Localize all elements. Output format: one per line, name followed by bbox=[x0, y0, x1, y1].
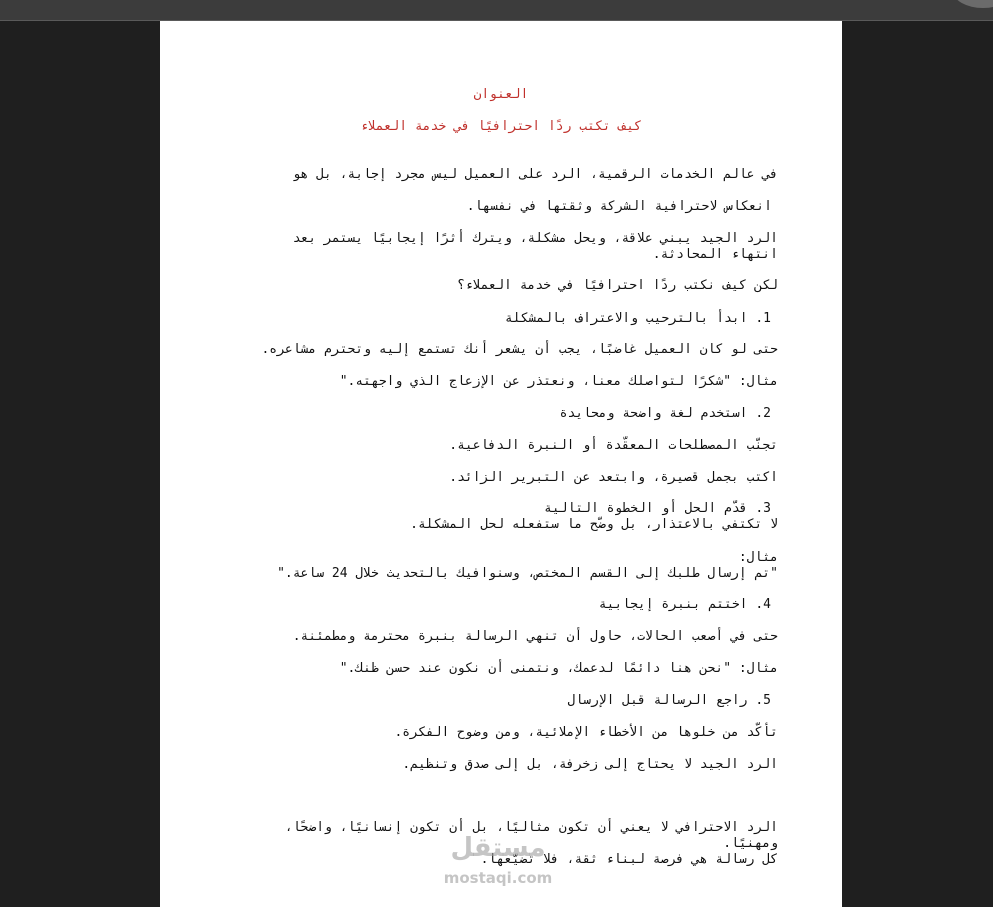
example-label: مثال: bbox=[738, 550, 778, 565]
section-heading: 3. قدّم الحل أو الخطوة التالية bbox=[544, 501, 771, 516]
watermark-arabic: مستقل bbox=[450, 833, 546, 863]
watermark-latin: mostaqi.com bbox=[443, 869, 553, 887]
section-heading: 2. استخدم لغة واضحة ومحايدة bbox=[559, 406, 771, 421]
paragraph-line: الرد الجيد لا يحتاج إلى زخرفة، بل إلى صدق وتنظيم. bbox=[402, 757, 778, 772]
example-line: "تم إرسال طلبك إلى القسم المختص، وسنوافيك بالتحديث خلال 24 ساعة." bbox=[277, 566, 778, 581]
paragraph-line: الرد الجيد يبني علاقة، ويحل مشكلة، ويترك أثرًا إيجابيًا يستمر بعد bbox=[292, 231, 778, 246]
section-heading: 4. اختتم بنبرة إيجابية bbox=[598, 597, 771, 612]
section-heading: 1. ابدأ بالترحيب والاعتراف بالمشكلة bbox=[504, 311, 771, 326]
paragraph-line: تأكّد من خلوها من الأخطاء الإملائية، ومن وضوح الفكرة. bbox=[394, 725, 778, 740]
viewer-top-bar bbox=[0, 0, 993, 21]
paragraph-line: حتى في أصعب الحالات، حاول أن تنهي الرسالة بنبرة محترمة ومطمئنة. bbox=[292, 629, 778, 644]
paragraph-line: ومهنيًا. bbox=[723, 836, 778, 851]
document-page bbox=[160, 21, 842, 907]
section-heading: 5. راجع الرسالة قبل الإرسال bbox=[567, 693, 771, 708]
example-line: مثال: "شكرًا لتواصلك معنا، ونعتذر عن الإزعاج الذي واجهته." bbox=[339, 374, 778, 389]
paragraph-line: كل رسالة هي فرصة لبناء ثقة، فلا تضيّعها. bbox=[480, 852, 778, 867]
paragraph-line: لا تكتفي بالاعتذار، بل وضّح ما ستفعله لحل المشكلة. bbox=[410, 517, 778, 532]
paragraph-line: انعكاس لاحترافية الشركة وثقتها في نفسها. bbox=[466, 199, 772, 214]
document-title: كيف تكتب ردًا احترافيًا في خدمة العملاء bbox=[360, 119, 642, 134]
paragraph-line: تجنّب المصطلحات المعقّدة أو النبرة الدفاعية. bbox=[449, 438, 778, 453]
paragraph-line: انتهاء المحادثة. bbox=[652, 247, 778, 262]
window-control[interactable] bbox=[953, 0, 993, 8]
paragraph-line: الرد الاحترافي لا يعني أن تكون مثاليًا، بل أن تكون إنسانيًا، واضحًا، bbox=[284, 820, 778, 835]
mostaqi-watermark bbox=[436, 833, 560, 889]
paragraph-line: في عالم الخدمات الرقمية، الرد على العميل ليس مجرد إجابة، بل هو bbox=[292, 167, 778, 182]
document-heading: العنوان bbox=[473, 87, 529, 102]
paragraph-line: اكتب بجمل قصيرة، وابتعد عن التبرير الزائد. bbox=[449, 470, 778, 485]
example-line: مثال: "نحن هنا دائمًا لدعمك، ونتمنى أن نكون عند حسن ظنك." bbox=[339, 661, 778, 676]
paragraph-line: حتى لو كان العميل غاضبًا، يجب أن يشعر أنك تستمع إليه وتحترم مشاعره. bbox=[261, 342, 778, 357]
paragraph-line: لكن كيف نكتب ردًا احترافيًا في خدمة العملاء؟ bbox=[457, 278, 778, 293]
